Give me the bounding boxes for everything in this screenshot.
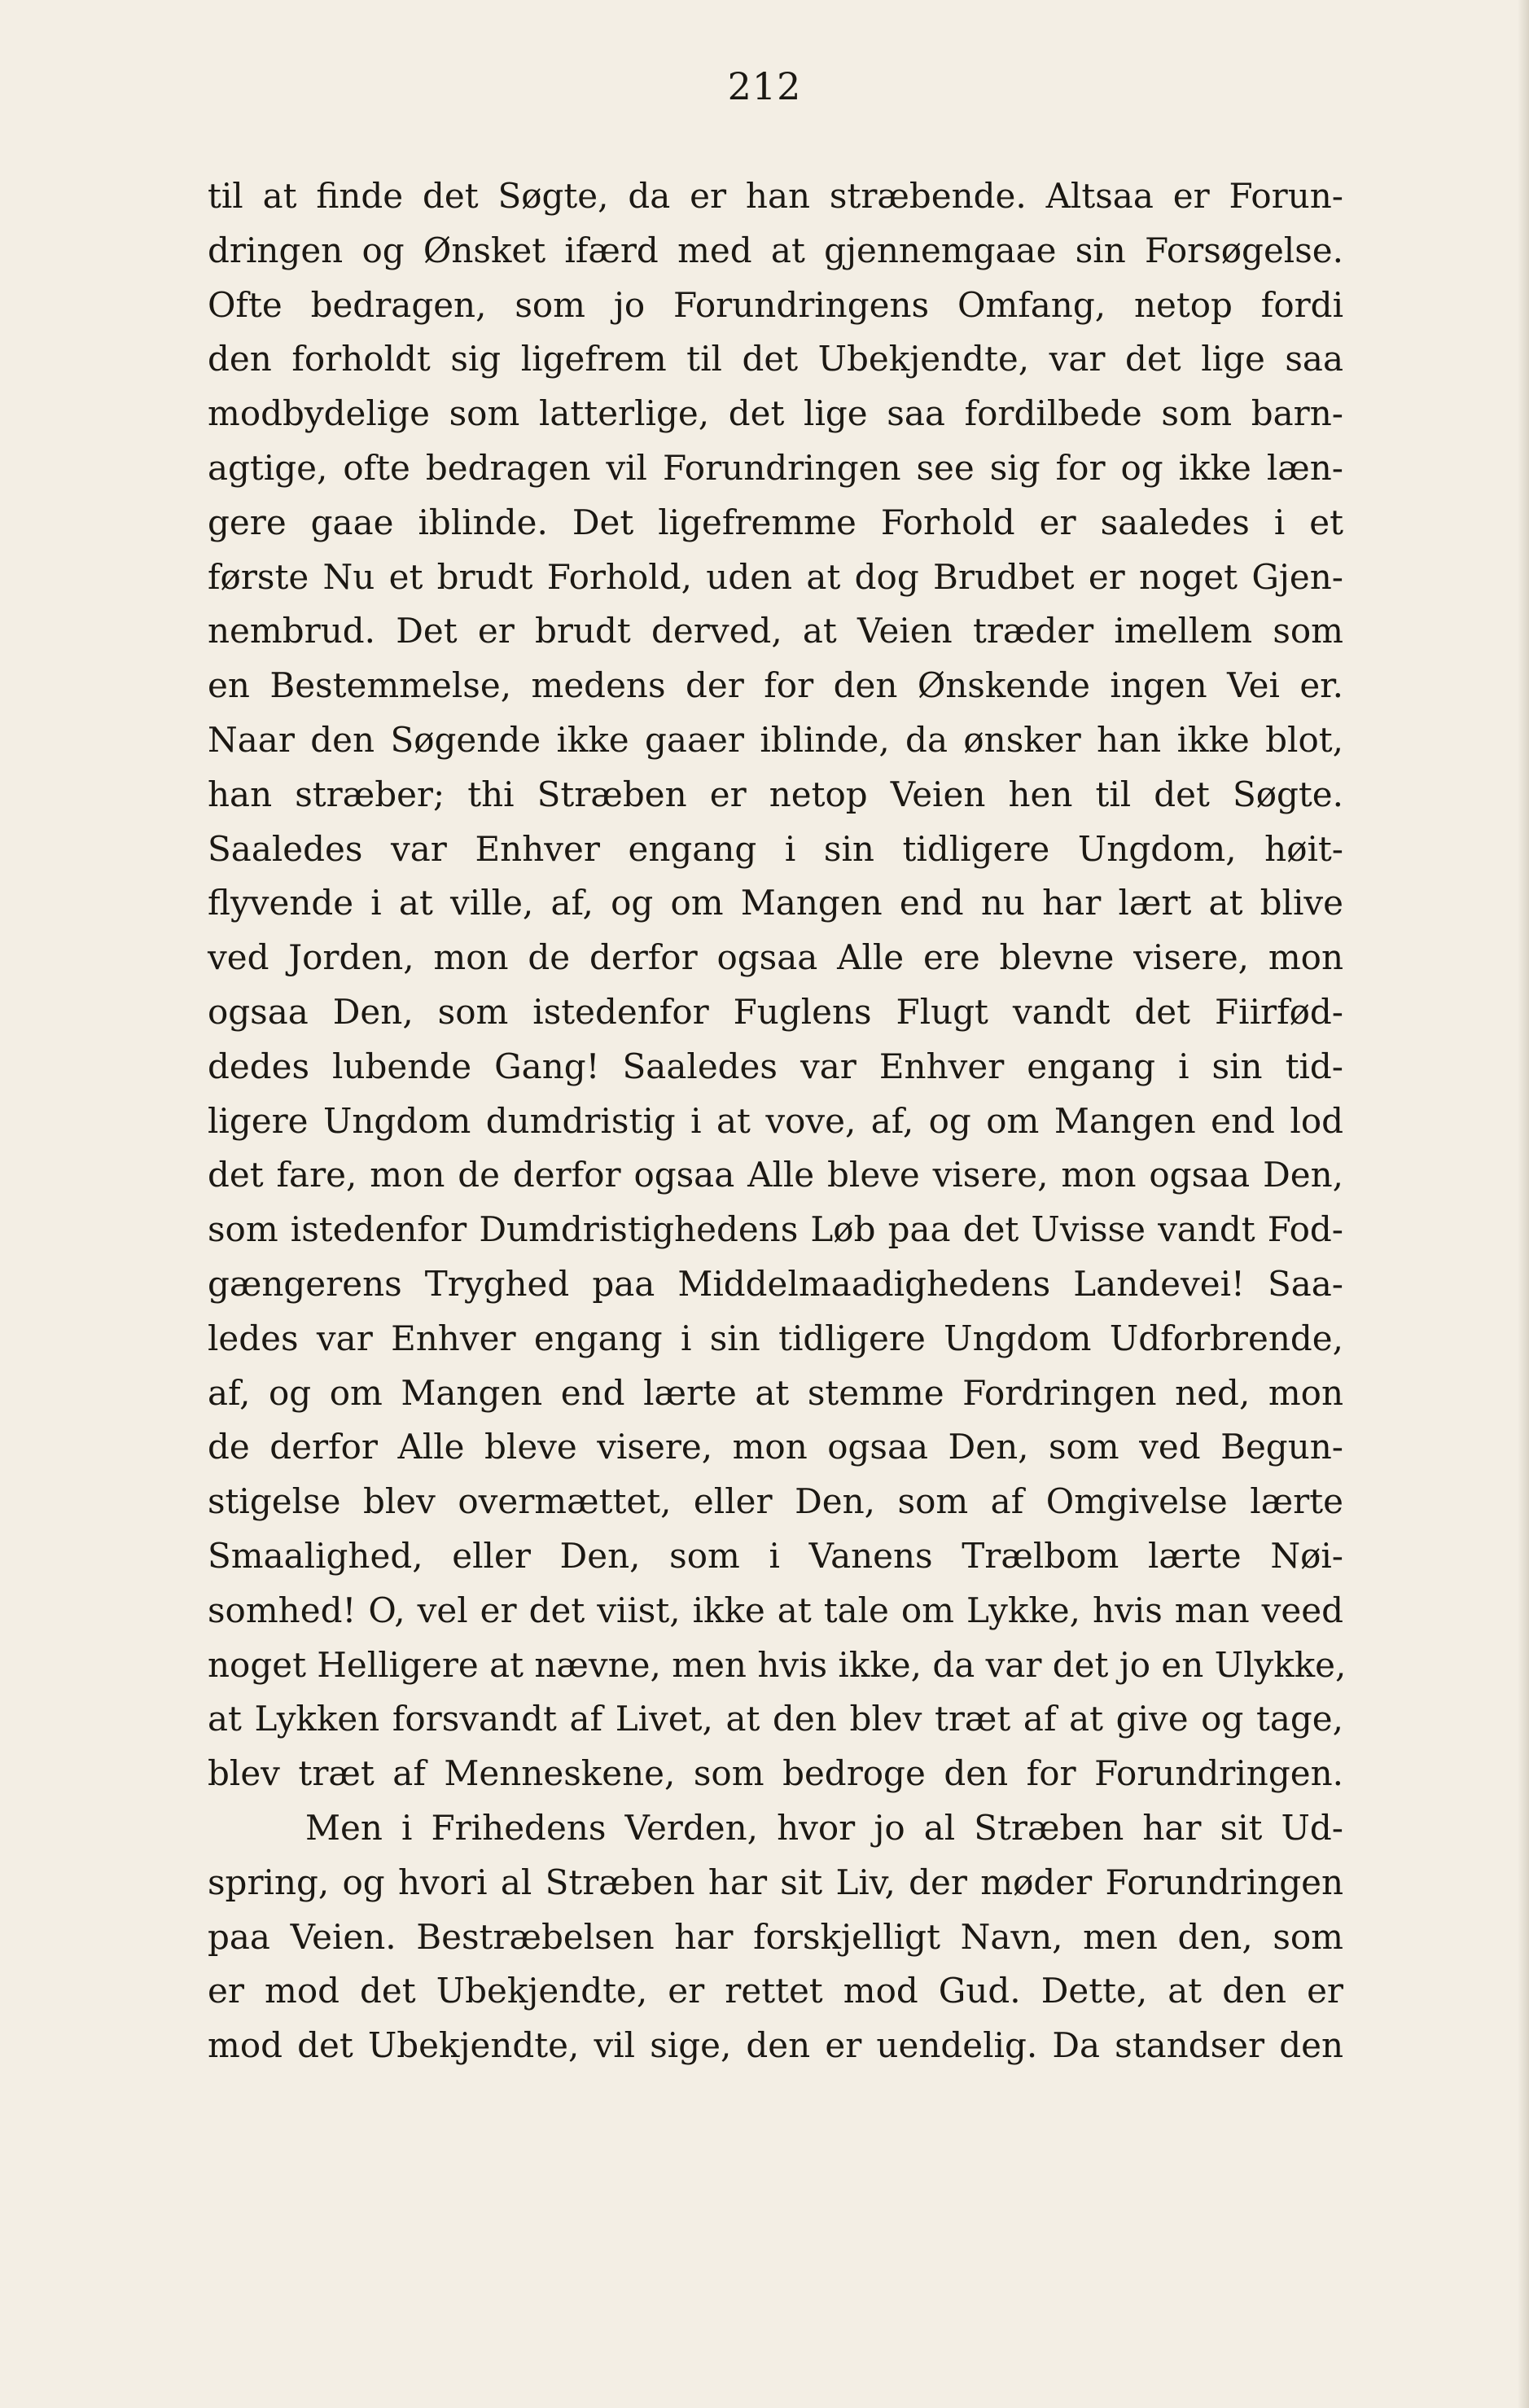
text-line: dedes lubende Gang! Saaledes var Enhver engang i sin tid- bbox=[208, 1046, 1343, 1086]
text-line: han stræber; thi Stræben er netop Veien hen til det Søgte. bbox=[208, 774, 1343, 814]
text-line: Ofte bedragen, som jo Forundringens Omfang, netop fordi bbox=[208, 284, 1343, 325]
text-line: første Nu et brudt Forhold, uden at dog Brudbet er noget Gjen- bbox=[208, 556, 1343, 597]
text-line: at Lykken forsvandt af Livet, at den blev træt af at give og tage, bbox=[208, 1699, 1343, 1739]
text-line: somhed! O, vel er det viist, ikke at tale om Lykke, hvis man veed bbox=[208, 1590, 1343, 1630]
text-line: flyvende i at ville, af, og om Mangen end nu har lært at blive bbox=[208, 883, 1343, 923]
text-line: som istedenfor Dumdristighedens Løb paa det Uvisse vandt Fod- bbox=[208, 1209, 1343, 1250]
text-line: gængerens Tryghed paa Middelmaadighedens Landevei! Saa- bbox=[208, 1263, 1343, 1304]
text-line: en Bestemmelse, medens der for den Ønskende ingen Vei er. bbox=[208, 665, 1343, 706]
text-line: dringen og Ønsket ifærd med at gjennemgaae sin Forsøgelse. bbox=[208, 230, 1343, 270]
text-line: paa Veien. Bestræbelsen har forskjelligt Navn, men den, som bbox=[208, 1916, 1343, 1957]
text-line: ledes var Enhver engang i sin tidligere Ungdom Udforbrende, bbox=[208, 1318, 1343, 1358]
text-line: mod det Ubekjendte, vil sige, den er uendelig. Da standser den bbox=[208, 2025, 1343, 2066]
text-line: Saaledes var Enhver engang i sin tidligere Ungdom, høit- bbox=[208, 828, 1343, 869]
page-number: 212 bbox=[727, 64, 802, 108]
text-line: ved Jorden, mon de derfor ogsaa Alle ere blevne visere, mon bbox=[208, 937, 1343, 978]
text-line: Smaalighed, eller Den, som i Vanens Trælbom lærte Nøi- bbox=[208, 1535, 1343, 1576]
text-line: til at finde det Søgte, da er han stræbende. Altsaa er Forun- bbox=[208, 176, 1343, 216]
text-line: ligere Ungdom dumdristig i at vove, af, og om Mangen end lod bbox=[208, 1100, 1343, 1141]
text-line: spring, og hvori al Stræben har sit Liv, der møder Forundringen bbox=[208, 1862, 1343, 1902]
text-line: af, og om Mangen end lærte at stemme Fordringen ned, mon bbox=[208, 1372, 1343, 1413]
text-line: er mod det Ubekjendte, er rettet mod Gud. Dette, at den er bbox=[208, 1971, 1343, 2011]
text-line: ogsaa Den, som istedenfor Fuglens Flugt vandt det Fiirfød- bbox=[208, 991, 1343, 1032]
text-line: nembrud. Det er brudt derved, at Veien træder imellem som bbox=[208, 611, 1343, 651]
text-line: noget Helligere at nævne, men hvis ikke, da var det jo en Ulykke, bbox=[208, 1644, 1347, 1685]
text-line: blev træt af Menneskene, som bedroge den for Forundringen. bbox=[208, 1753, 1343, 1794]
text-line: det fare, mon de derfor ogsaa Alle blеve visere, mon ogsaa Den, bbox=[208, 1155, 1343, 1195]
text-line: modbydelige som latterlige, det lige saa fordilbede som barn- bbox=[208, 393, 1343, 434]
page-edge-shadow bbox=[1518, 0, 1529, 2408]
text-line: stigelse blev overmættet, eller Den, som af Omgivelse lærte bbox=[208, 1481, 1343, 1522]
text-line: Naar den Søgende ikke gaaer iblinde, da ønsker han ikke blot, bbox=[208, 719, 1343, 760]
text-line: Men i Frihedens Verden, hvor jo al Stræben har sit Ud- bbox=[305, 1807, 1343, 1848]
text-line: de derfor Alle blеve visere, mon ogsaa Den, som ved Begun- bbox=[208, 1427, 1343, 1467]
text-line: gere gaae iblinde. Det ligefremme Forhold er saaledes i et bbox=[208, 502, 1343, 542]
text-line: den forholdt sig ligefrem til det Ubekjendte, var det lige saa bbox=[208, 339, 1343, 379]
text-line: agtige, ofte bedragen vil Forundringen see sig for og ikke læn- bbox=[208, 447, 1343, 488]
body-text bbox=[208, 169, 1347, 2073]
